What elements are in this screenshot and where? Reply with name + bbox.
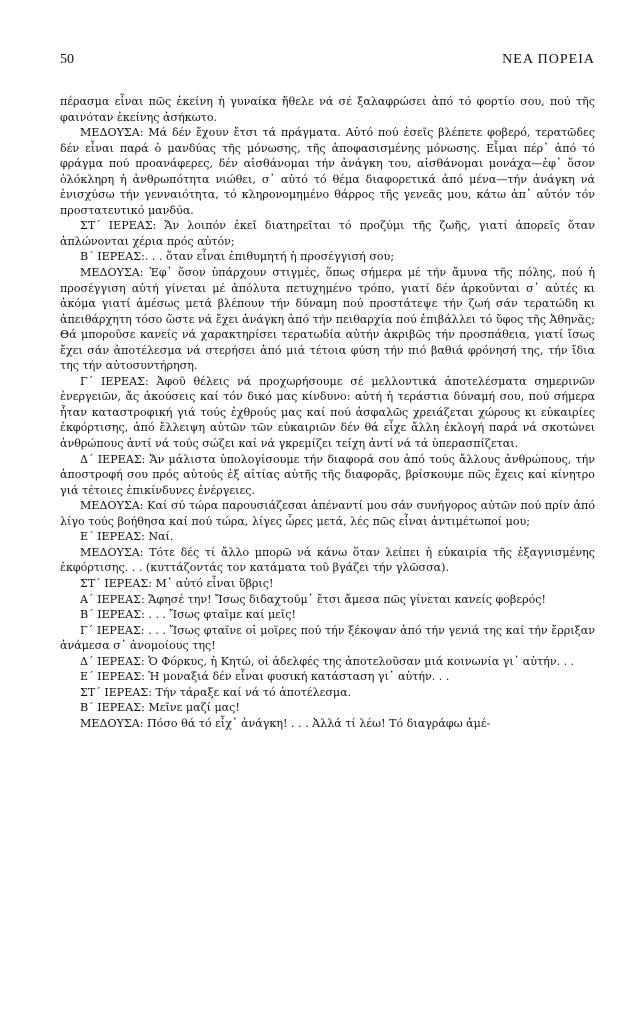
dialogue-text bbox=[60, 94, 595, 731]
paragraph: Β΄ ΙΕΡΕΑΣ: . . . Ἴσως φταῖμε καί μεῖς! bbox=[80, 608, 296, 622]
paragraph: Γ΄ ΙΕΡΕΑΣ: Ἀφοῦ θέλεις νά προχωρήσουμε σέ μελλοντικά ἀποτελέσματα σημερινῶν ἐνεργειῶν, ἄς ἀκούσεις καί τόν δικό μας κίνδυνο: αὐτή ἡ τεράστια δύναμή σου, πού σήμερα ἦταν καταστροφική γιά τούς ἐχθρούς μας καί πού ἀσφαλῶς χρειάζεται χώρους κι εὐκαιρίες ἐκφόρτισης, ἀπό ἔλλειψη αὐτῶν τῶν εὐκαιριῶν δέν θά εἶχε ἄλλη ἐκλογή παρά νά σκοτώνει ἀνθρώπους ἀντί νά τούς σώζει καί νά γκρεμίζει τείχη ἀντί νά τά ὑπερασπίζεται. bbox=[60, 374, 595, 451]
paragraph: ΜΕΔΟΥΣΑ: Πόσο θά τό εἶχ᾽ ἀνάγκη! . . . Ἀλλά τί λέω! Τό διαγράφω ἀμέ- bbox=[80, 716, 491, 730]
page-number: 50 bbox=[60, 52, 74, 67]
book-page bbox=[60, 52, 595, 731]
running-title: ΝΕΑ ΠΟΡΕΙΑ bbox=[502, 52, 595, 67]
paragraph: ΜΕΔΟΥΣΑ: Μά δέν ἔχουν ἔτσι τά πράγματα. Αὐτό πού ἐσεῖς βλέπετε φοβερό, τερατῶδες δέν εἶναι παρά ὁ μανδύας τῆς μόνωσης, τῆς ἀποφασισμένης μόνωσης. Εἶμαι πέρ᾽ ἀπό τό φράγμα πού προανάφερες, δέν αἰσθάνομαι τήν ἀνάγκη του, αἰσθάνομαι μονάχα—ἐφ᾽ ὅσον ὁλόκληρη ἡ ἀνθρωπότητα νιώθει, σ᾽ αὐτό τό θέμα διαφορετικά ἀπό μένα—τήν ἀνάγκη νά ἐνισχύσω τήν γενναιότητα, τό κληρονομημένο θάρρος τῆς γενεᾶς μου, κάτω ἀπ᾽ αὐτόν τόν προστατευτικό μανδύα. bbox=[60, 126, 595, 217]
paragraph: Ε΄ ΙΕΡΕΑΣ: Ἡ μοναξιά δέν εἶναι φυσική κατάσταση γι᾽ αὐτήν. . . bbox=[80, 670, 450, 684]
paragraph: Δ΄ ΙΕΡΕΑΣ: Ἄν μάλιστα ὑπολογίσουμε τήν διαφορά σου ἀπό τούς ἄλλους ἀνθρώπους, τήν ἀποστροφή σου πρός αὐτούς ἐξ αἰτίας αὐτῆς τῆς διαφορᾶς, βρίσκουμε πῶς ἔχεις καί κίνητρο γιά τέτοιες ἐπικίνδυνες ἐνέργειες. bbox=[60, 452, 595, 497]
paragraph: Β΄ ΙΕΡΕΑΣ:. . . ὅταν εἶναι ἐπιθυμητή ἡ προσέγγισή σου; bbox=[80, 250, 395, 264]
paragraph: ΣΤ΄ ΙΕΡΕΑΣ: Μ᾽ αὐτό εἶναι ὕβρις! bbox=[80, 576, 274, 590]
paragraph: Β΄ ΙΕΡΕΑΣ: Μεῖνε μαζί μας! bbox=[80, 701, 240, 715]
paragraph: ΜΕΔΟΥΣΑ: Ἐφ᾽ ὅσον ὑπάρχουν στιγμές, ὅπως σήμερα μέ τήν ἄμυνα τῆς πόλης, πού ἡ προσέγγιση αὐτή γίνεται μέ ἀπόλυτα πετυχημένο τρόπο, γιατί δέν ἀρκοῦνται σ᾽ αὐτές κι ἀκόμα γιατί ἀμέσως μετά βλέπουν τήν δύναμη πού προστάτεψε τήν ζωή σάν τερατώδη κι ἀπειθάρχητη τόσο ὥστε νά ἔχει ἀνάγκη ἀπό τήν πειθαρχία πού ἐπιβάλλει τό ὕφος τῆς Ἀθηνᾶς; Θά μποροῦσε κανείς νά χαρακτηρίσει τερατωδία αὐτήν ἀκριβῶς τήν προσπάθεια, γιατί ἴσως ἔχει σάν ἀποτέλεσμα νά στερήσει ἀπό μιά τέτοια φύση τήν πιό βαθιά φρόνησή της, τήν ἴδια της τήν αὐτοσυντήρηση. bbox=[60, 266, 595, 373]
paragraph: ΜΕΔΟΥΣΑ: Καί σύ τώρα παρουσιάζεσαι ἀπέναντί μου σάν συνήγορος αὐτῶν πού πρίν ἀπό λίγο τούς βοήθησα καί πού τώρα, λίγες ὧρες μετά, λές πῶς εἶναι ἀντιμέτωποί μου; bbox=[60, 499, 595, 528]
paragraph: Ε΄ ΙΕΡΕΑΣ: Ναί. bbox=[80, 530, 174, 544]
paragraph: ΣΤ΄ ΙΕΡΕΑΣ: Τήν τάραξε καί νά τό ἀποτέλεσμα. bbox=[80, 685, 352, 699]
paragraph: Γ΄ ΙΕΡΕΑΣ: . . . Ἴσως φταῖνε οἱ μοῖρες πού τήν ξέκοψαν ἀπό τήν γενιά της καί τήν ἔρριξαν ἀνάμεσα σ᾽ ἀνομοίους της! bbox=[60, 623, 595, 653]
paragraph: πέρασμα εἶναι πῶς ἐκείνη ἡ γυναίκα ἤθελε νά σέ ξαλαφρώσει ἀπό τό φορτίο σου, πού τῆς φαινόταν ἐκείνης ἀσήκωτο. bbox=[60, 95, 595, 124]
paragraph: ΣΤ΄ ΙΕΡΕΑΣ: Ἄν λοιπόν ἐκεῖ διατηρεῖται τό προζύμι τῆς ζωῆς, γιατί ἀπορεῖς ὅταν ἁπλώνονται χέρια πρός αὐτόν; bbox=[60, 219, 595, 248]
paragraph: Δ΄ ΙΕΡΕΑΣ: Ὁ Φόρκυς, ἡ Κητώ, οἱ ἀδελφές της ἀποτελοῦσαν μιά κοινωνία γι᾽ αὐτήν. . . bbox=[80, 654, 575, 668]
paragraph: Α΄ ΙΕΡΕΑΣ: Ἄφησέ την! Ἴσως διδαχτοῦμ᾽ ἔτσι ἄμεσα πῶς γίνεται κανείς φοβερός! bbox=[80, 592, 546, 606]
paragraph: ΜΕΔΟΥΣΑ: Τότε δές τί ἄλλο μπορῶ νά κάνω ὅταν λείπει ἡ εὐκαιρία τῆς ἐξαγνισμένης ἐκφόρτισης. . . (κυττάζοντάς τον κατάματα τοῦ βγάζει τήν γλῶσσα). bbox=[60, 545, 595, 575]
page-header bbox=[60, 52, 595, 74]
